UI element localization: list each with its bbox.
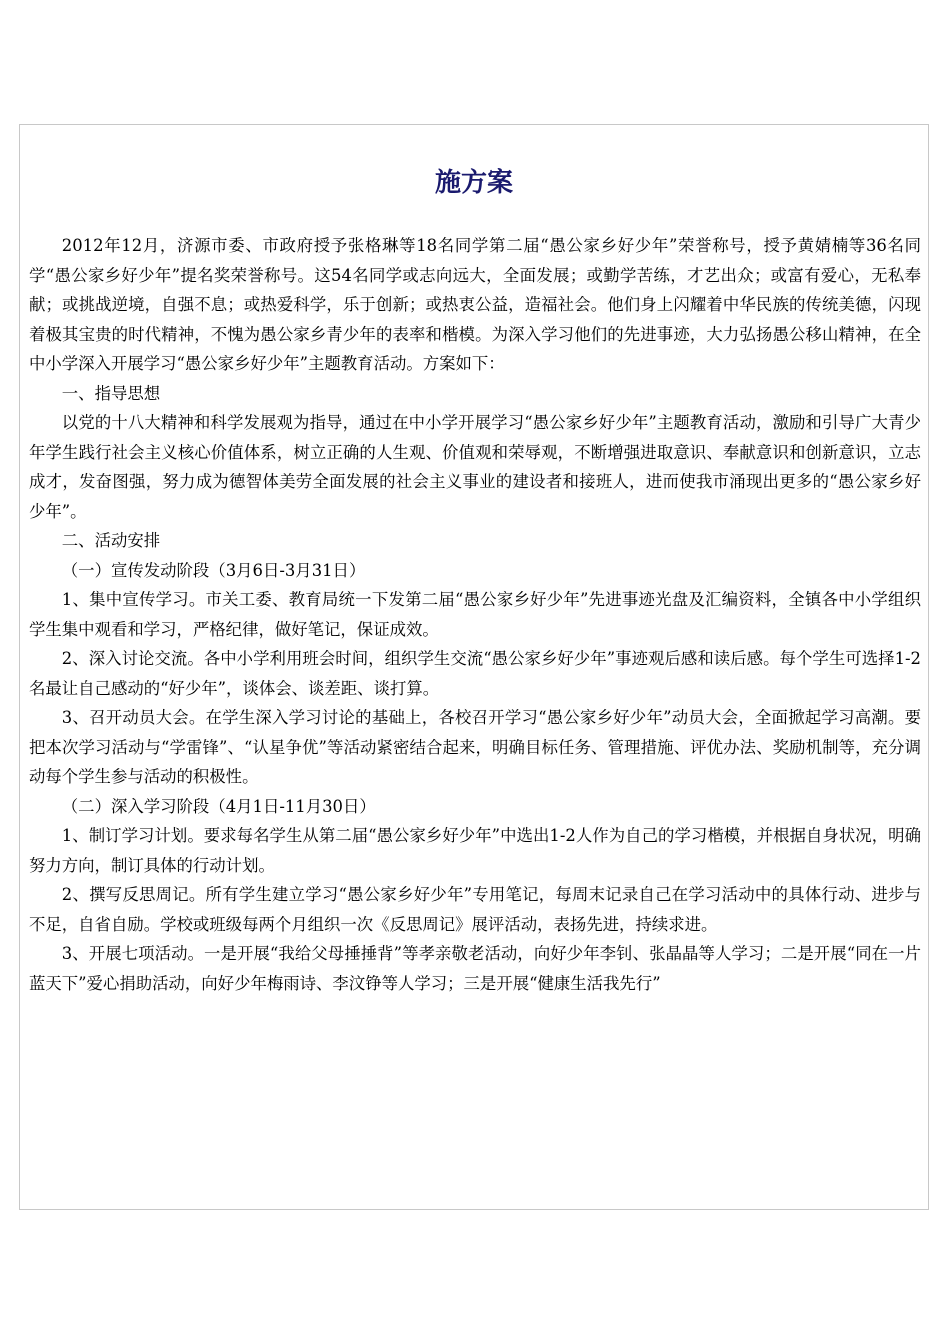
- section-heading-guiding-ideology: 一、指导思想: [61, 383, 161, 403]
- document-frame: [19, 124, 929, 1210]
- paragraph-item: 3、开展七项活动。一是开展“我给父母捶捶背”等孝亲敬老活动，向好少年李钊、张晶晶等人学习；二是开展“同在一片蓝天下”爱心捐助活动，向好少年梅雨诗、李汶铮等人学习；三是开展“健康生活我先行”: [29, 944, 921, 993]
- section-heading-activity-arrangement: 二、活动安排: [61, 531, 161, 550]
- subsection-heading-study-stage: （二）深入学习阶段（4月1日-11月30日）: [61, 796, 376, 816]
- document-title: 施方案: [434, 168, 513, 198]
- paragraph-item: 2、深入讨论交流。各中小学利用班会时间，组织学生交流“愚公家乡好少年”事迹观后感和读后感。每个学生可选择1-2名最让自己感动的“好少年”，谈体会、谈差距、谈打算。: [29, 649, 921, 698]
- document-body: [29, 231, 921, 998]
- paragraph-guiding-ideology: 以党的十八大精神和科学发展观为指导，通过在中小学开展学习“愚公家乡好少年”主题教育活动，激励和引导广大青少年学生践行社会主义核心价值体系，树立正确的人生观、价值观和荣辱观，不断增强进取意识、奉献意识和创新意识，立志成才，发奋图强，努力成为德智体美劳全面发展的社会主义事业的建设者和接班人，进而使我市涌现出更多的“愚公家乡好少年”。: [29, 413, 921, 521]
- paragraph-item: 3、召开动员大会。在学生深入学习讨论的基础上，各校召开学习“愚公家乡好少年”动员大会，全面掀起学习高潮。要把本次学习活动与“学雷锋”、“认星争优”等活动紧密结合起来，明确目标任务、管理措施、评优办法、奖励机制等，充分调动每个学生参与活动的积极性。: [29, 708, 921, 786]
- paragraph-item: 1、制订学习计划。要求每名学生从第二届“愚公家乡好少年”中选出1-2人作为自己的学习楷模，并根据自身状况，明确努力方向，制订具体的行动计划。: [29, 826, 921, 875]
- paragraph-intro: 2012年12月，济源市委、市政府授予张格琳等18名同学第二届“愚公家乡好少年”荣誉称号，授予黄婧楠等36名同学“愚公家乡好少年”提名奖荣誉称号。这54名同学或志向远大，全面发展；或勤学苦练，才艺出众；或富有爱心，无私奉献；或挑战逆境，自强不息；或热爱科学，乐于创新；或热衷公益，造福社会。他们身上闪耀着中华民族的传统美德，闪现着极其宝贵的时代精神，不愧为愚公家乡青少年的表率和楷模。为深入学习他们的先进事迹，大力弘扬愚公移山精神，在全中小学深入开展学习“愚公家乡好少年”主题教育活动。方案如下：: [29, 236, 921, 373]
- subsection-heading-publicity-stage: （一）宣传发动阶段（3月6日-3月31日）: [61, 560, 366, 580]
- paragraph-item: 1、集中宣传学习。市关工委、教育局统一下发第二届“愚公家乡好少年”先进事迹光盘及汇编资料，全镇各中小学组织学生集中观看和学习，严格纪律，做好笔记，保证成效。: [29, 590, 921, 639]
- paragraph-item: 2、撰写反思周记。所有学生建立学习“愚公家乡好少年”专用笔记，每周末记录自己在学习活动中的具体行动、进步与不足，自省自励。学校或班级每两个月组织一次《反思周记》展评活动，表扬先进，持续求进。: [29, 885, 921, 934]
